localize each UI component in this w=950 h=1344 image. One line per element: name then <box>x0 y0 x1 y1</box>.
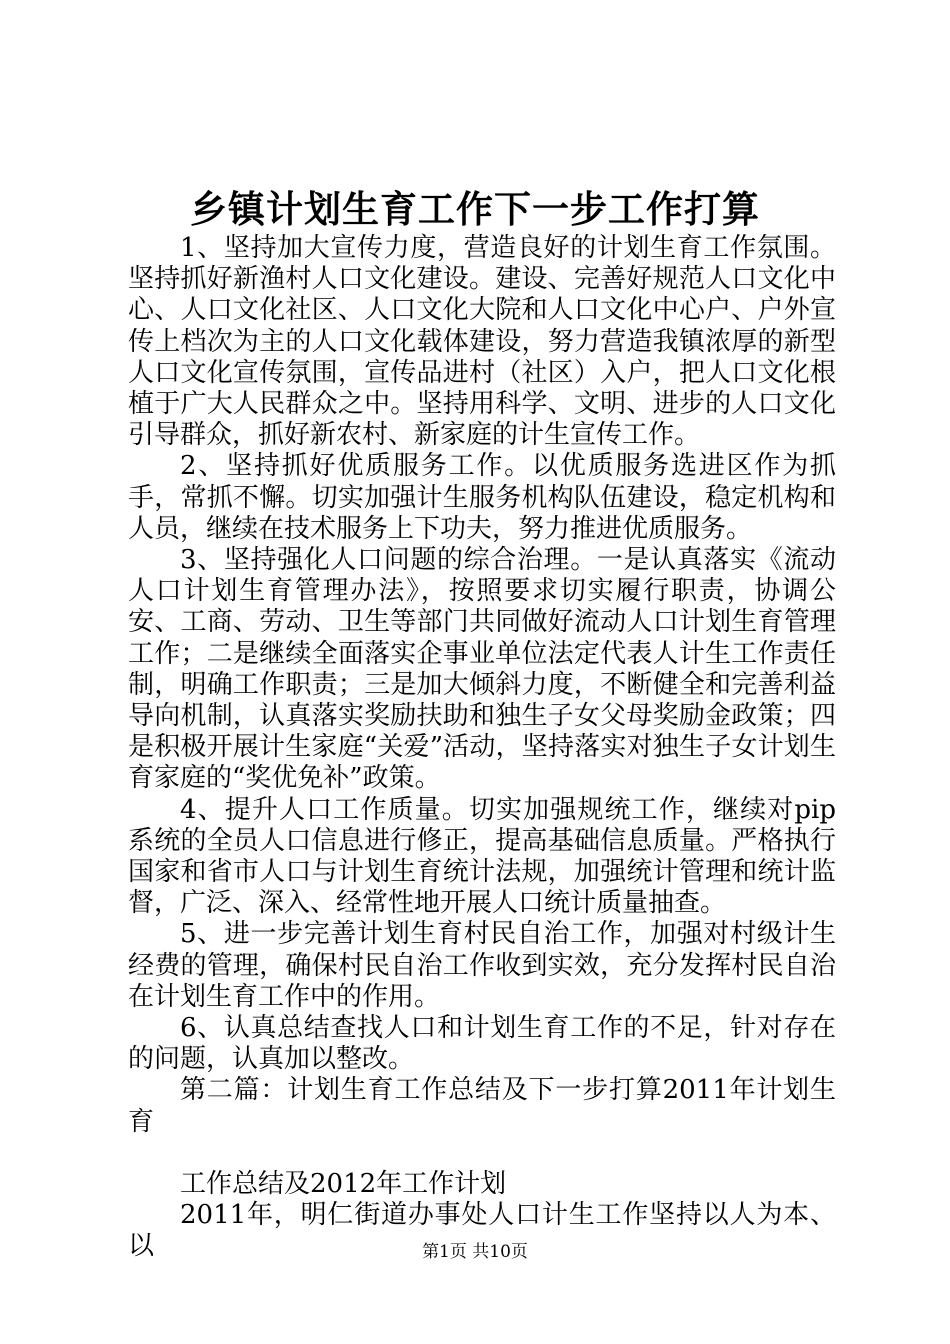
section-heading-line-2: 工作总结及2012年工作计划 <box>180 1168 507 1199</box>
section-heading-line-1: 第二篇：计划生育工作总结及下一步打算2011年计划生育 <box>128 1075 836 1137</box>
paragraph-2: 2、坚持抓好优质服务工作。以优质服务选进区作为抓手，常抓不懈。切实加强计生服务机构队伍建设，稳定机构和人员，继续在技术服务上下功夫，努力推进优质服务。 <box>128 451 836 544</box>
paragraph-1: 1、坚持加大宣传力度，营造良好的计划生育工作氛围。坚持抓好新渔村人口文化建设。建设、完善好规范人口文化中心、人口文化社区、人口文化大院和人口文化中心户、户外宣传上档次为主的人口文化载体建设，努力营造我镇浓厚的新型人口文化宣传氛围，宣传品进村（社区）入户，把人口文化根植于广大人民群众之中。坚持用科学、文明、进步的人口文化引导群众，抓好新农村、新家庭的计生宣传工作。 <box>128 233 836 451</box>
paragraph-5: 5、进一步完善计划生育村民自治工作，加强对村级计生经费的管理，确保村民自治工作收到实效，充分发挥村民自治在计划生育工作中的作用。 <box>128 919 836 1012</box>
paragraph-4: 4、提升人口工作质量。切实加强规统工作，继续对pip系统的全员人口信息进行修正，提高基础信息质量。严格执行国家和省市人口与计划生育统计法规，加强统计管理和统计监督，广泛、深入、经常性地开展人口统计质量抽查。 <box>128 794 836 919</box>
section-first-line: 2011年，明仁街道办事处人口计生工作坚持以人为本、以 <box>128 1200 836 1262</box>
document-title: 乡镇计划生育工作下一步工作打算 <box>190 187 760 231</box>
paragraph-3: 3、坚持强化人口问题的综合治理。一是认真落实《流动人口计划生育管理办法》，按照要求切实履行职责，协调公安、工商、劳动、卫生等部门共同做好流动人口计划生育管理工作；二是继续全面落实企事业单位法定代表人计生工作责任制，明确工作职责；三是加大倾斜力度，不断健全和完善利益导向机制，认真落实奖励扶助和独生子女父母奖励金政策；四是积极开展计生家庭“关爱”活动，坚持落实对独生子女计划生育家庭的“奖优免补”政策。 <box>128 545 836 794</box>
document-body <box>128 233 836 1263</box>
paragraph-6: 6、认真总结查找人口和计划生育工作的不足，针对存在的问题，认真加以整改。 <box>128 1013 836 1075</box>
page-footer: 第1页 共10页 <box>422 1242 528 1262</box>
